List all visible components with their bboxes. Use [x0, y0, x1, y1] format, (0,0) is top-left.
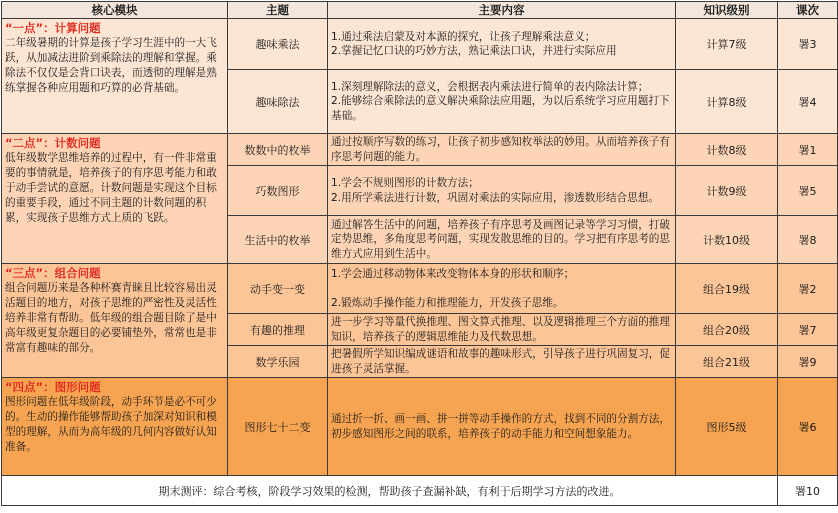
- level-cell: 计算7级: [676, 19, 778, 70]
- final-exam-text: 期末测评：综合考核，阶段学习效果的检测，帮助孩子查漏补缺，有利于后期学习方法的改进。: [2, 476, 778, 506]
- content-cell: 通过解答生活中的问题，培养孩子有序思考及画图记录等学习习惯，打破定势思维，多角度思考问题，实现发散思维的目的。学习把有序思考的思维方式应用到生活中。: [328, 216, 676, 264]
- topic-cell: 图形七十二变: [228, 378, 328, 476]
- core-title: “四点”：图形问题: [5, 380, 101, 394]
- content-cell: 1.深刻理解除法的意义，会根据表内乘法进行简单的表内除法计算； 2.能够综合乘除法的意义解决乘除法应用题，为以后系统学习应用题打下基础。: [328, 70, 676, 134]
- content-cell: 进一步学习等量代换推理、图文算式推理、以及逻辑推理三个方面的推理知识，培养孩子的逻辑思维能力及代数思想。: [328, 314, 676, 346]
- content-cell: 1.学会通过移动物体来改变物体本身的形状和顺序； 2.锻炼动手操作能力和推理能力，开发孩子思维。: [328, 264, 676, 314]
- level-cell: 计数8级: [676, 134, 778, 166]
- core-module-count: [2, 134, 228, 264]
- lesson-cell: 署3: [778, 19, 838, 70]
- topic-cell: 趣味乘法: [228, 19, 328, 70]
- level-cell: 计数9级: [676, 166, 778, 216]
- table-row: [2, 19, 838, 70]
- header-topic: 主题: [228, 2, 328, 19]
- lesson-cell: 署7: [778, 314, 838, 346]
- topic-cell: 数数中的枚举: [228, 134, 328, 166]
- table-row: [2, 378, 838, 476]
- level-cell: 组合19级: [676, 264, 778, 314]
- final-row: [2, 476, 838, 506]
- topic-cell: 巧数图形: [228, 166, 328, 216]
- lesson-cell: 署5: [778, 166, 838, 216]
- final-lesson-cell: 署10: [778, 476, 838, 506]
- content-cell: 1.通过乘法启蒙及对本源的探究，让孩子理解乘法意义； 2.掌握记忆口诀的巧妙方法，熟记乘法口诀，并进行实际应用: [328, 19, 676, 70]
- lesson-cell: 署1: [778, 134, 838, 166]
- table-row: [2, 134, 838, 166]
- content-cell: 把暑假所学知识编成谜语和故事的趣味形式，引导孩子进行巩固复习，促进孩子灵活掌握。: [328, 346, 676, 378]
- level-cell: 图形5级: [676, 378, 778, 476]
- topic-cell: 趣味除法: [228, 70, 328, 134]
- core-title: “三点”：组合问题: [5, 266, 101, 280]
- topic-cell: 数学乐园: [228, 346, 328, 378]
- topic-cell: 生活中的枚举: [228, 216, 328, 264]
- table-row: [2, 264, 838, 314]
- content-cell: 通过按顺序写数的练习，让孩子初步感知枚举法的妙用。从而培养孩子有序思考问题的能力。: [328, 134, 676, 166]
- core-module-combo: [2, 264, 228, 378]
- core-desc: 图形问题在低年级阶段，动手环节是必不可少的。生动的操作能够帮助孩子加深对知识和模型的理解，从而为高年级的几何内容做好认知准备。: [5, 396, 217, 453]
- core-title: “二点”：计数问题: [5, 136, 101, 150]
- level-cell: 组合20级: [676, 314, 778, 346]
- core-module-shape: [2, 378, 228, 476]
- lesson-cell: 署4: [778, 70, 838, 134]
- core-module-calc: [2, 19, 228, 134]
- content-cell: 通过折一折、画一画、拼一拼等动手操作的方式，找到不同的分割方法，初步感知图形之间的联系，培养孩子的动手能力和空间想象能力。: [328, 378, 676, 476]
- header-level: 知识级别: [676, 2, 778, 19]
- lesson-cell: 署6: [778, 378, 838, 476]
- lesson-cell: 署8: [778, 216, 838, 264]
- header-core: 核心模块: [2, 2, 228, 19]
- header-row: [2, 2, 838, 19]
- content-cell: 1.学会不规则图形的计数方法； 2.用所学乘法进行计数，巩固对乘法的实际应用，渗透数形结合思想。: [328, 166, 676, 216]
- level-cell: 组合21级: [676, 346, 778, 378]
- lesson-cell: 署9: [778, 346, 838, 378]
- core-desc: 二年级暑期的计算是孩子学习生涯中的一大飞跃，从加减法进阶到乘除法的理解和掌握。乘除法不仅仅是会背口诀表，而透彻的理解是熟练掌握各种应用题和巧算的必背基础。: [5, 37, 217, 94]
- header-content: 主要内容: [328, 2, 676, 19]
- core-desc: 低年级数学思维培养的过程中，有一件非常重要的事情就是，培养孩子的有序思考能力和敢于动手尝试的意愿。计数问题是实现这个目标的重要手段，通过不同主题的计数问题的积累，实现孩子思维方式上质的飞跃。: [5, 152, 217, 224]
- lesson-cell: 署2: [778, 264, 838, 314]
- curriculum-table: [1, 1, 838, 506]
- core-desc: 组合问题历来是各种杯赛青睐且比较容易出灵活题目的地方，对孩子思维的严密性及灵活性培养非常有帮助。低年级的组合题目除了是中高年级更复杂题目的必要铺垫外，常常也是非常富有趣味的部分。: [5, 282, 217, 354]
- level-cell: 计算8级: [676, 70, 778, 134]
- topic-cell: 有趣的推理: [228, 314, 328, 346]
- core-title: “一点”：计算问题: [5, 21, 101, 35]
- header-lesson: 课次: [778, 2, 838, 19]
- topic-cell: 动手变一变: [228, 264, 328, 314]
- level-cell: 计数10级: [676, 216, 778, 264]
